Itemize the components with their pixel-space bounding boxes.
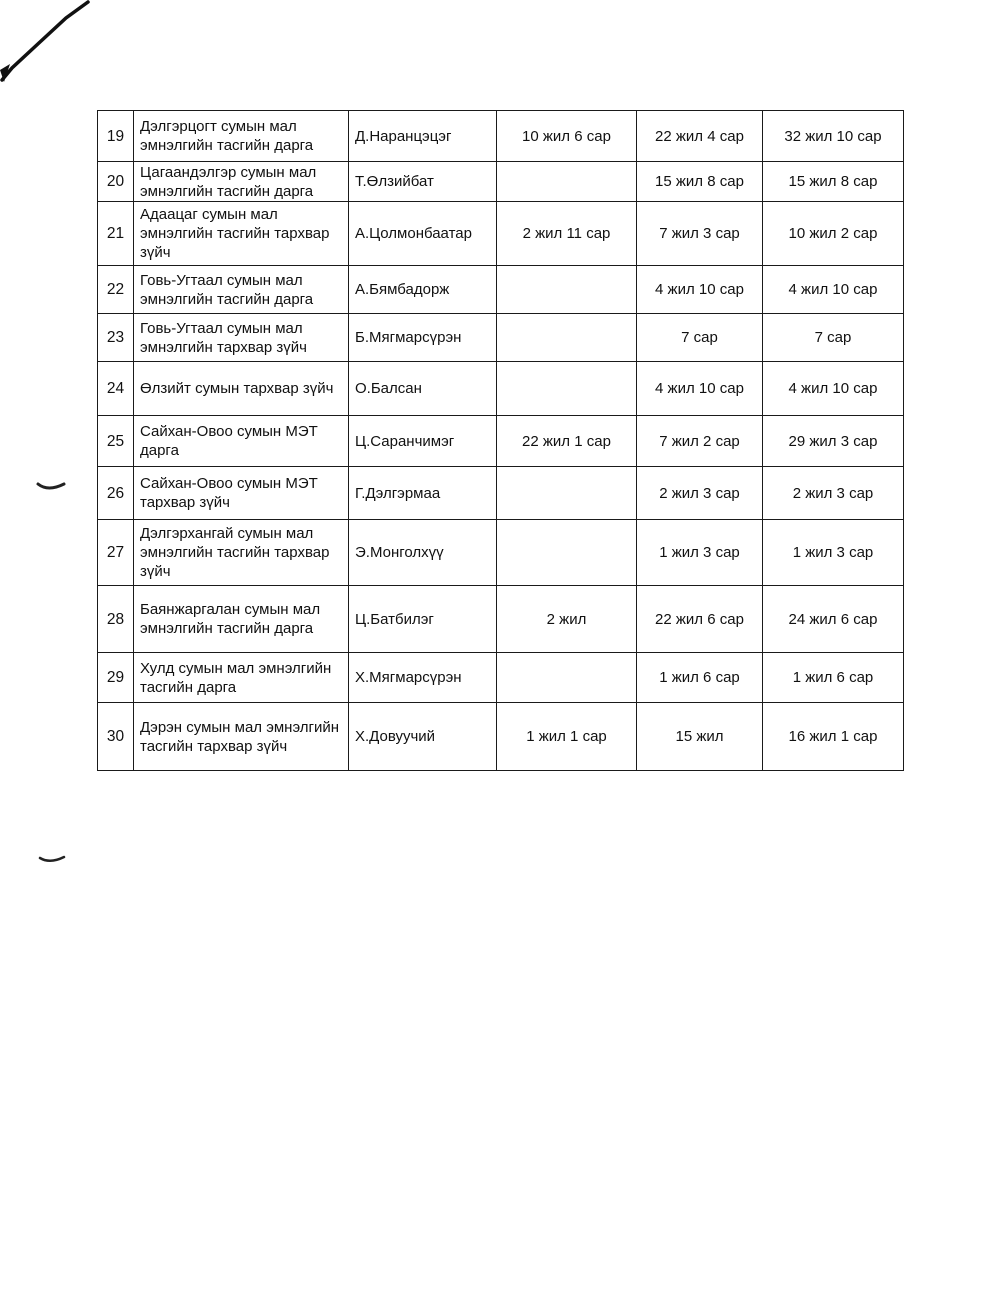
pen-stroke-tip xyxy=(0,64,10,82)
table-row xyxy=(98,202,904,266)
experience-cell-2: 15 жил xyxy=(637,703,763,771)
experience-cell-2: 7 жил 3 сар xyxy=(637,202,763,266)
employee-name-cell: Ц.Батбилэг xyxy=(349,586,497,653)
experience-cell-2: 4 жил 10 сар xyxy=(637,266,763,314)
table-row xyxy=(98,586,904,653)
experience-cell-1 xyxy=(497,362,637,416)
row-number: 23 xyxy=(98,314,134,362)
employee-name-cell: А.Цолмонбаатар xyxy=(349,202,497,266)
table-row xyxy=(98,266,904,314)
table-row xyxy=(98,314,904,362)
experience-cell-1 xyxy=(497,467,637,520)
total-experience-cell: 32 жил 10 сар xyxy=(763,111,904,162)
position-cell: Баянжаргалан сумын мал эмнэлгийн тасгийн дарга xyxy=(134,586,349,653)
experience-cell-2: 7 жил 2 сар xyxy=(637,416,763,467)
position-cell: Говь-Угтаал сумын мал эмнэлгийн тасгийн дарга xyxy=(134,266,349,314)
position-cell: Дэлгэрхангай сумын мал эмнэлгийн тасгийн тархвар зүйч xyxy=(134,520,349,586)
position-cell: Говь-Угтаал сумын мал эмнэлгийн тархвар зүйч xyxy=(134,314,349,362)
experience-cell-2: 22 жил 4 сар xyxy=(637,111,763,162)
experience-cell-1 xyxy=(497,653,637,703)
total-experience-cell: 1 жил 6 сар xyxy=(763,653,904,703)
table-row xyxy=(98,362,904,416)
position-cell: Дэрэн сумын мал эмнэлгийн тасгийн тархвар зүйч xyxy=(134,703,349,771)
position-cell: Сайхан-Овоо сумын МЭТ дарга xyxy=(134,416,349,467)
row-number: 26 xyxy=(98,467,134,520)
position-cell: Дэлгэрцогт сумын мал эмнэлгийн тасгийн дарга xyxy=(134,111,349,162)
table-row xyxy=(98,416,904,467)
employee-name-cell: Б.Мягмарсүрэн xyxy=(349,314,497,362)
row-number: 28 xyxy=(98,586,134,653)
total-experience-cell: 10 жил 2 сар xyxy=(763,202,904,266)
position-cell: Сайхан-Овоо сумын МЭТ тархвар зүйч xyxy=(134,467,349,520)
row-number: 24 xyxy=(98,362,134,416)
position-cell: Хулд сумын мал эмнэлгийн тасгийн дарга xyxy=(134,653,349,703)
staff-experience-table xyxy=(97,110,904,771)
row-number: 20 xyxy=(98,162,134,202)
experience-cell-2: 22 жил 6 сар xyxy=(637,586,763,653)
employee-name-cell: Э.Монголхүү xyxy=(349,520,497,586)
position-cell: Өлзийт сумын тархвар зүйч xyxy=(134,362,349,416)
row-number: 25 xyxy=(98,416,134,467)
position-cell: Адаацаг сумын мал эмнэлгийн тасгийн тархвар зүйч xyxy=(134,202,349,266)
experience-cell-1 xyxy=(497,266,637,314)
experience-cell-2: 7 сар xyxy=(637,314,763,362)
pen-stroke-mark xyxy=(2,2,88,80)
employee-name-cell: Д.Наранцэцэг xyxy=(349,111,497,162)
total-experience-cell: 7 сар xyxy=(763,314,904,362)
employee-name-cell: Г.Дэлгэрмаа xyxy=(349,467,497,520)
table-row xyxy=(98,162,904,202)
employee-name-cell: Х.Довуучий xyxy=(349,703,497,771)
table-row xyxy=(98,111,904,162)
employee-name-cell: Ц.Саранчимэг xyxy=(349,416,497,467)
experience-cell-2: 4 жил 10 сар xyxy=(637,362,763,416)
total-experience-cell: 29 жил 3 сар xyxy=(763,416,904,467)
experience-cell-1: 10 жил 6 сар xyxy=(497,111,637,162)
total-experience-cell: 1 жил 3 сар xyxy=(763,520,904,586)
total-experience-cell: 4 жил 10 сар xyxy=(763,266,904,314)
total-experience-cell: 2 жил 3 сар xyxy=(763,467,904,520)
total-experience-cell: 4 жил 10 сар xyxy=(763,362,904,416)
experience-cell-1 xyxy=(497,314,637,362)
experience-cell-1: 2 жил 11 сар xyxy=(497,202,637,266)
experience-cell-2: 1 жил 6 сар xyxy=(637,653,763,703)
employee-name-cell: Т.Өлзийбат xyxy=(349,162,497,202)
table-row xyxy=(98,520,904,586)
row-number: 30 xyxy=(98,703,134,771)
row-number: 29 xyxy=(98,653,134,703)
employee-name-cell: А.Бямбадорж xyxy=(349,266,497,314)
employee-name-cell: О.Балсан xyxy=(349,362,497,416)
experience-cell-1 xyxy=(497,162,637,202)
binder-hole-mark-upper xyxy=(38,484,64,488)
table-row xyxy=(98,467,904,520)
total-experience-cell: 15 жил 8 сар xyxy=(763,162,904,202)
experience-cell-2: 1 жил 3 сар xyxy=(637,520,763,586)
experience-cell-1: 2 жил xyxy=(497,586,637,653)
row-number: 21 xyxy=(98,202,134,266)
experience-cell-2: 2 жил 3 сар xyxy=(637,467,763,520)
experience-cell-1 xyxy=(497,520,637,586)
employee-name-cell: Х.Мягмарсүрэн xyxy=(349,653,497,703)
table-row xyxy=(98,703,904,771)
row-number: 22 xyxy=(98,266,134,314)
total-experience-cell: 24 жил 6 сар xyxy=(763,586,904,653)
binder-hole-mark-lower xyxy=(40,857,64,861)
row-number: 19 xyxy=(98,111,134,162)
experience-cell-2: 15 жил 8 сар xyxy=(637,162,763,202)
position-cell: Цагаандэлгэр сумын мал эмнэлгийн тасгийн дарга xyxy=(134,162,349,202)
row-number: 27 xyxy=(98,520,134,586)
table-row xyxy=(98,653,904,703)
experience-cell-1: 1 жил 1 сар xyxy=(497,703,637,771)
experience-cell-1: 22 жил 1 сар xyxy=(497,416,637,467)
total-experience-cell: 16 жил 1 сар xyxy=(763,703,904,771)
